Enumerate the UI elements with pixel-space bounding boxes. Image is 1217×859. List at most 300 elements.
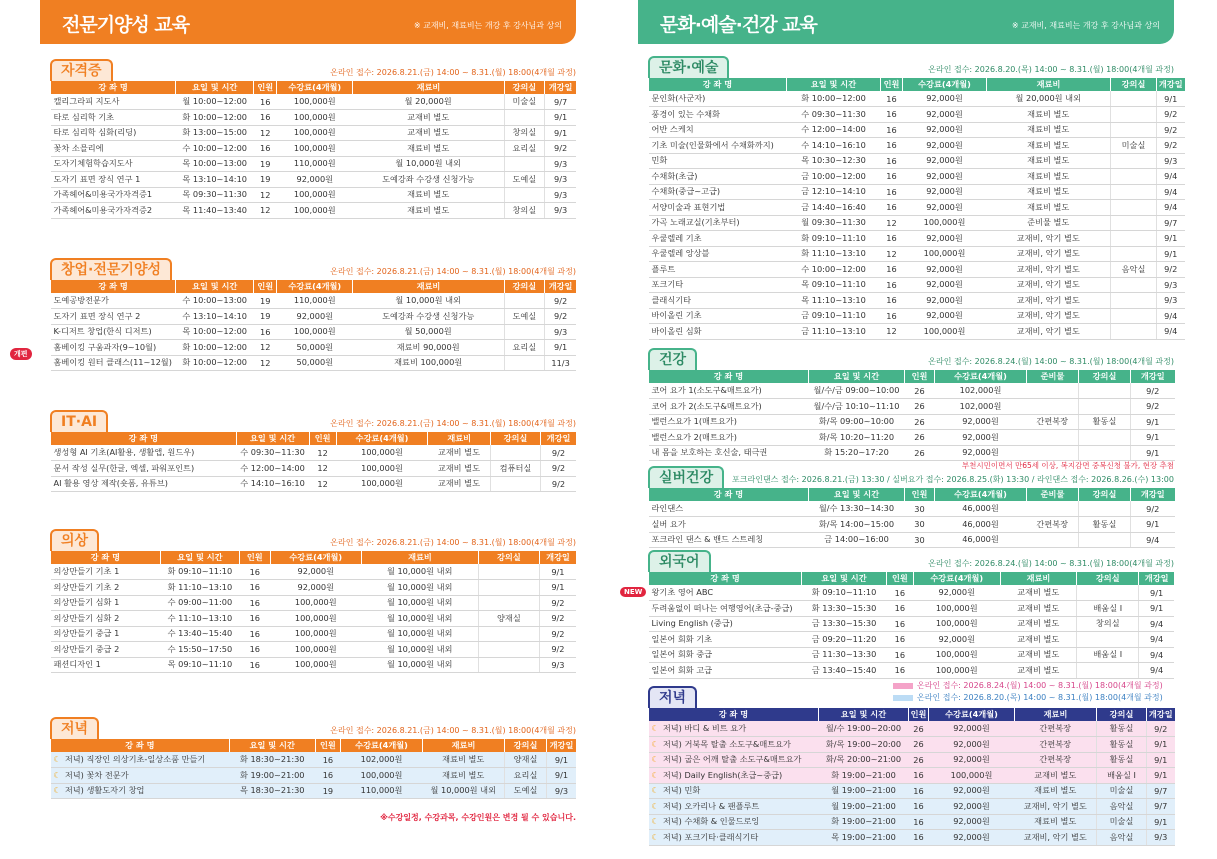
materials: 교재비, 악기 별도 — [987, 246, 1111, 262]
materials: 교재비 별도 — [428, 445, 491, 461]
column-header: 수강료(4개월) — [277, 280, 353, 293]
start-date: 9/2 — [545, 141, 576, 157]
tuition: 102,000원 — [935, 399, 1027, 415]
start-date: 9/3 — [539, 657, 576, 673]
start-date: 9/2 — [1131, 383, 1175, 399]
registration-info: 온라인 접수: 2026.8.21.(금) 14:00 ~ 8.31.(월) 18:00(4개월 과정) — [330, 538, 576, 547]
materials: 교재비, 악기 별도 — [987, 262, 1111, 278]
classroom — [1111, 246, 1157, 262]
table-row[interactable] — [51, 783, 577, 799]
course-name-text: 의상만들기 중급 1 — [53, 628, 120, 639]
capacity: 12 — [254, 125, 277, 141]
course-name-text: AI 활용 영상 제작(숏폼, 유튜브) — [53, 478, 168, 489]
table-row[interactable] — [51, 94, 577, 110]
course-name — [51, 110, 176, 126]
schedule: 화 09:10~11:10 — [802, 585, 887, 601]
table-row[interactable] — [51, 476, 577, 492]
course-name-text: 기초 미술(인물화에서 수채화까지) — [651, 139, 774, 150]
materials: 월 10,000원 내외 — [362, 580, 479, 596]
tuition: 92,000원 — [913, 632, 1000, 648]
tuition: 100,000원 — [270, 611, 361, 627]
capacity: 16 — [881, 138, 903, 154]
schedule: 화 15:20~17:20 — [809, 445, 905, 461]
course-name — [51, 355, 176, 371]
column-header: 강의실 — [1079, 488, 1131, 501]
section-tag: 문화·예술 — [648, 56, 729, 78]
schedule: 수 13:10~14:10 — [176, 309, 254, 325]
course-name-text: 홈베이킹 구움과자(9~10월) — [53, 341, 157, 352]
table-row[interactable] — [649, 601, 1175, 617]
classroom: 도예실 — [504, 172, 545, 188]
tuition: 100,000원 — [913, 647, 1000, 663]
capacity: 16 — [881, 277, 903, 293]
tuition: 100,000원 — [903, 324, 987, 340]
section-senior — [648, 466, 1174, 548]
table-row[interactable] — [51, 657, 577, 673]
table-row[interactable] — [649, 663, 1175, 679]
column-header: 수강료(4개월) — [341, 739, 423, 752]
start-date: 9/7 — [1157, 215, 1185, 231]
schedule: 목 13:10~14:10 — [176, 172, 254, 188]
course-name-text: 도예공방전문가 — [53, 295, 109, 305]
classroom: 창의실 — [1077, 616, 1139, 632]
classroom — [504, 110, 545, 126]
tuition: 102,000원 — [935, 383, 1027, 399]
capacity: 19 — [254, 293, 277, 309]
table-row[interactable] — [649, 277, 1185, 293]
moon-icon: ☾ — [53, 754, 61, 764]
column-header: 수강료(4개월) — [903, 78, 987, 91]
table-row[interactable] — [649, 737, 1175, 753]
start-date: 9/4 — [1139, 647, 1174, 663]
table-row[interactable] — [649, 399, 1175, 415]
start-date: 9/2 — [541, 461, 577, 477]
materials: 재료비 별도 — [353, 203, 504, 219]
classroom — [1111, 215, 1157, 231]
materials — [1027, 445, 1079, 461]
section-tag: 실버건강 — [648, 466, 724, 488]
table-row[interactable] — [649, 215, 1185, 231]
course-name-text: 일본어 회화 기초 — [651, 633, 713, 644]
table-header-row — [51, 739, 577, 752]
course-name-text: 캘리그라피 지도사 — [53, 96, 120, 106]
capacity: 16 — [886, 616, 913, 632]
capacity: 16 — [909, 830, 929, 846]
course-name-text: 밸런스요가 1(매트요가) — [651, 416, 737, 427]
section-header — [648, 348, 1174, 370]
capacity: 16 — [240, 580, 270, 596]
tuition: 50,000원 — [277, 340, 353, 356]
legend-blue: 온라인 접수: 2026.8.20.(목) 14:00 ~ 8.31.(월) 18:00(4개월 과정) — [893, 692, 1163, 703]
tuition: 100,000원 — [336, 476, 428, 492]
table-row[interactable] — [649, 324, 1185, 340]
registration-info: 온라인 접수: 2026.8.21.(금) 14:00 ~ 8.31.(월) 18:00(4개월 과정) — [330, 419, 576, 428]
course-name-text: 문서 작성 실무(한글, 엑셀, 파워포인트) — [53, 462, 195, 473]
schedule: 금 14:00~16:00 — [809, 532, 905, 548]
table-row[interactable] — [649, 308, 1185, 324]
course-name — [649, 737, 819, 753]
capacity: 16 — [886, 632, 913, 648]
course-name — [649, 231, 787, 247]
right-banner-title: 문화·예술·건강 교육 — [660, 14, 817, 36]
table-row[interactable] — [649, 814, 1175, 830]
materials: 재료비 별도 — [1015, 814, 1097, 830]
table-row[interactable] — [649, 647, 1175, 663]
table-row[interactable] — [649, 445, 1175, 461]
moon-icon: ☾ — [651, 738, 659, 749]
start-date: 9/2 — [1147, 721, 1175, 737]
classroom — [1111, 200, 1157, 216]
column-header: 준비물 — [1027, 370, 1079, 383]
start-date: 9/2 — [1157, 262, 1185, 278]
course-name-text: 저녁) 포크기타·클래식기타 — [662, 831, 759, 842]
schedule: 수 11:10~13:10 — [160, 611, 239, 627]
column-header: 재료비 — [1000, 572, 1077, 585]
course-name-text: 어반 스케치 — [651, 124, 694, 135]
table-row[interactable] — [649, 383, 1175, 399]
capacity: 16 — [881, 91, 903, 107]
tuition: 92,000원 — [903, 293, 987, 309]
column-header: 개강일 — [547, 739, 576, 752]
start-date: 9/3 — [545, 172, 576, 188]
tuition: 92,000원 — [903, 107, 987, 123]
materials: 간편복장 — [1015, 721, 1097, 737]
course-name-text: 도자기 표면 장식 연구 2 — [53, 310, 141, 321]
table-row[interactable] — [51, 141, 577, 157]
course-name — [649, 830, 819, 846]
course-name-text: 포크기타 — [651, 279, 684, 290]
table-row[interactable] — [649, 830, 1175, 846]
materials: 월 20,000원 내외 — [987, 91, 1111, 107]
start-date: 9/4 — [1157, 200, 1185, 216]
column-header: 강 좌 명 — [51, 551, 161, 564]
capacity: 16 — [240, 626, 270, 642]
section-sewing — [50, 529, 576, 673]
course-table — [50, 81, 576, 219]
section-tag: 의상 — [50, 529, 99, 551]
course-name — [649, 122, 787, 138]
tuition: 100,000원 — [336, 461, 428, 477]
capacity: 16 — [881, 107, 903, 123]
table-row[interactable] — [649, 783, 1175, 799]
materials: 교재비, 악기 별도 — [987, 277, 1111, 293]
course-name — [51, 94, 176, 110]
table-row[interactable] — [649, 231, 1185, 247]
materials: 재료비 별도 — [987, 200, 1111, 216]
tuition: 92,000원 — [929, 783, 1015, 799]
classroom: 활동실 — [1097, 737, 1147, 753]
table-header-row — [649, 78, 1185, 91]
table-row[interactable] — [51, 340, 577, 356]
table-row[interactable] — [649, 293, 1185, 309]
table-row[interactable] — [51, 626, 577, 642]
capacity: 16 — [315, 752, 340, 768]
column-header: 요일 및 시간 — [236, 432, 309, 445]
table-row[interactable] — [649, 153, 1185, 169]
course-name-text: 내 몸을 보호하는 호신술, 태극권 — [651, 447, 768, 458]
start-date: 9/4 — [1157, 324, 1185, 340]
column-header: 강의실 — [490, 432, 540, 445]
start-date: 9/1 — [547, 768, 576, 784]
materials: 교재비, 악기 별도 — [987, 308, 1111, 324]
table-row[interactable] — [51, 203, 577, 219]
capacity: 12 — [881, 215, 903, 231]
capacity: 16 — [254, 324, 277, 340]
materials: 교재비, 악기 별도 — [1015, 799, 1097, 815]
course-name-text: 우쿨렐레 기초 — [651, 232, 702, 243]
classroom: 도예실 — [504, 309, 545, 325]
classroom: 양재실 — [478, 611, 539, 627]
schedule: 화 09:10~11:10 — [787, 231, 881, 247]
table-row[interactable] — [51, 768, 577, 784]
schedule: 화/목 10:20~11:20 — [809, 430, 905, 446]
start-date: 9/2 — [541, 476, 577, 492]
schedule: 화 10:00~12:00 — [176, 355, 254, 371]
table-row[interactable] — [649, 532, 1175, 548]
legend-pink: 온라인 접수: 2026.8.24.(월) 14:00 ~ 8.31.(월) 18:00(4개월 과정) — [893, 680, 1163, 691]
classroom — [1111, 293, 1157, 309]
table-row[interactable] — [51, 611, 577, 627]
course-name-text: 꽃차 소믈리에 — [53, 142, 104, 153]
schedule: 금 12:10~14:10 — [787, 184, 881, 200]
start-date: 9/1 — [1131, 445, 1175, 461]
new-badge: NEW — [620, 587, 646, 597]
moon-icon: ☾ — [53, 769, 61, 780]
classroom — [1111, 231, 1157, 247]
column-header: 인원 — [315, 739, 340, 752]
table-row[interactable] — [649, 517, 1175, 533]
column-header: 개강일 — [545, 81, 576, 94]
course-name-text: 왕기초 영어 ABC — [651, 587, 714, 597]
table-row[interactable] — [649, 616, 1175, 632]
table-row[interactable] — [649, 138, 1185, 154]
table-row[interactable] — [51, 595, 577, 611]
column-header: 준비물 — [1027, 488, 1079, 501]
tuition: 92,000원 — [903, 122, 987, 138]
table-row[interactable] — [649, 799, 1175, 815]
column-header: 강 좌 명 — [649, 78, 787, 91]
materials: 월 10,000원 내외 — [353, 293, 504, 309]
table-row[interactable] — [51, 580, 577, 596]
classroom — [504, 324, 545, 340]
course-name-text: 패션디자인 1 — [53, 659, 101, 670]
course-name-text: 저녁) Daily English(초급~중급) — [662, 769, 783, 780]
column-header: 개강일 — [1131, 488, 1175, 501]
schedule: 목 09:10~11:10 — [160, 657, 239, 673]
start-date: 9/2 — [541, 445, 577, 461]
tuition: 92,000원 — [935, 430, 1027, 446]
table-row[interactable] — [51, 172, 577, 188]
table-row[interactable] — [649, 585, 1175, 601]
tuition: 100,000원 — [913, 616, 1000, 632]
classroom — [1111, 122, 1157, 138]
classroom — [1079, 501, 1131, 517]
column-header: 인원 — [881, 78, 903, 91]
section-header — [50, 529, 576, 551]
course-name — [649, 532, 809, 548]
column-header: 재료비 — [423, 739, 505, 752]
capacity: 16 — [881, 169, 903, 185]
classroom — [1079, 430, 1131, 446]
classroom — [490, 476, 540, 492]
table-row[interactable] — [51, 187, 577, 203]
tuition: 92,000원 — [913, 585, 1000, 601]
revised-badge: 개편 — [10, 348, 32, 360]
moon-icon: ☾ — [651, 785, 659, 796]
column-header: 강의실 — [1079, 370, 1131, 383]
course-name-text: 바이올린 기초 — [651, 310, 702, 321]
classroom — [1077, 585, 1139, 601]
schedule: 목 09:30~11:30 — [176, 187, 254, 203]
table-row[interactable] — [649, 169, 1185, 185]
classroom — [1111, 91, 1157, 107]
column-header: 인원 — [254, 280, 277, 293]
column-header: 인원 — [886, 572, 913, 585]
course-name — [649, 752, 819, 768]
table-row[interactable] — [649, 501, 1175, 517]
table-row[interactable] — [51, 309, 577, 325]
course-name-text: 라인댄스 — [651, 503, 684, 513]
table-row[interactable] — [649, 768, 1175, 784]
course-name — [51, 657, 161, 673]
moon-icon: ☾ — [651, 754, 659, 765]
tuition: 100,000원 — [277, 94, 353, 110]
tuition: 100,000원 — [277, 110, 353, 126]
course-name-text: Living English (중급) — [651, 618, 733, 629]
course-table — [648, 78, 1185, 340]
start-date: 9/1 — [1131, 430, 1175, 446]
column-header: 요일 및 시간 — [819, 708, 909, 721]
table-row[interactable] — [649, 632, 1175, 648]
start-date: 9/1 — [1139, 601, 1174, 617]
materials: 도예강좌 수강생 신청가능 — [353, 309, 504, 325]
materials: 교재비 별도 — [353, 110, 504, 126]
column-header: 강의실 — [1097, 708, 1147, 721]
section-startup — [50, 258, 576, 371]
table-row[interactable] — [649, 200, 1185, 216]
table-row[interactable] — [51, 293, 577, 309]
table-row[interactable] — [51, 355, 577, 371]
capacity: 16 — [909, 768, 929, 784]
course-name — [51, 642, 161, 658]
course-name-text: 포크라인 댄스 & 밴드 스트레칭 — [651, 534, 764, 545]
course-name — [51, 626, 161, 642]
tuition: 102,000원 — [341, 752, 423, 768]
materials: 재료비 별도 — [987, 122, 1111, 138]
table-row[interactable] — [649, 122, 1185, 138]
capacity: 16 — [240, 657, 270, 673]
schedule: 화 11:10~13:10 — [787, 246, 881, 262]
course-name — [649, 153, 787, 169]
capacity: 16 — [315, 768, 340, 784]
table-row[interactable] — [649, 752, 1175, 768]
classroom — [504, 156, 545, 172]
classroom: 창의실 — [504, 125, 545, 141]
table-row[interactable] — [51, 125, 577, 141]
tuition: 92,000원 — [270, 580, 361, 596]
table-row[interactable] — [51, 110, 577, 126]
table-row[interactable] — [649, 721, 1175, 737]
schedule: 금 10:00~12:00 — [787, 169, 881, 185]
column-header: 수강료(4개월) — [277, 81, 353, 94]
capacity: 16 — [240, 564, 270, 580]
section-header — [50, 717, 576, 739]
schedule: 월 09:30~11:30 — [787, 215, 881, 231]
tuition: 92,000원 — [929, 814, 1015, 830]
registration-info: 온라인 접수: 2026.8.21.(금) 14:00 ~ 8.31.(월) 18:00(4개월 과정) — [330, 726, 576, 735]
capacity: 12 — [254, 187, 277, 203]
tuition: 100,000원 — [341, 768, 423, 784]
schedule: 목 10:30~12:30 — [787, 153, 881, 169]
table-row[interactable] — [649, 246, 1185, 262]
column-header: 강 좌 명 — [51, 432, 237, 445]
column-header: 개강일 — [541, 432, 577, 445]
table-row[interactable] — [51, 461, 577, 477]
table-row[interactable] — [51, 564, 577, 580]
tuition: 100,000원 — [270, 657, 361, 673]
classroom: 음악실 — [1097, 830, 1147, 846]
tuition: 92,000원 — [929, 737, 1015, 753]
start-date: 9/1 — [1147, 752, 1175, 768]
classroom: 음악실 — [1111, 262, 1157, 278]
schedule: 화 10:00~12:00 — [787, 91, 881, 107]
column-header: 요일 및 시간 — [176, 280, 254, 293]
materials: 재료비 별도 — [423, 768, 505, 784]
capacity: 16 — [881, 153, 903, 169]
table-row[interactable] — [51, 156, 577, 172]
start-date: 9/4 — [1131, 532, 1175, 548]
classroom — [1111, 277, 1157, 293]
schedule: 화 10:00~12:00 — [176, 110, 254, 126]
course-name-text: 실버 요가 — [651, 518, 686, 529]
capacity: 26 — [905, 383, 935, 399]
classroom: 미술실 — [504, 94, 545, 110]
course-name-text: 가족헤어&미용국가자격증2 — [53, 204, 153, 215]
table-row[interactable] — [649, 91, 1185, 107]
table-row[interactable] — [51, 752, 577, 768]
left-footnote: ※수강일정, 수강과목, 수강인원은 변경 될 수 있습니다. — [380, 813, 576, 822]
course-name — [51, 564, 161, 580]
table-row[interactable] — [649, 262, 1185, 278]
capacity: 26 — [905, 414, 935, 430]
schedule: 수 09:30~11:30 — [787, 107, 881, 123]
classroom: 활동실 — [1097, 752, 1147, 768]
table-row[interactable] — [649, 414, 1175, 430]
column-header: 강 좌 명 — [51, 81, 176, 94]
classroom: 배움실 Ⅰ — [1077, 601, 1139, 617]
column-header: 강의실 — [504, 81, 545, 94]
column-header: 수강료(4개월) — [929, 708, 1015, 721]
table-row[interactable] — [649, 107, 1185, 123]
course-name — [649, 721, 819, 737]
course-name — [649, 814, 819, 830]
start-date: 9/2 — [539, 611, 576, 627]
table-row[interactable] — [51, 324, 577, 340]
materials: 교재비, 악기 별도 — [987, 231, 1111, 247]
table-row[interactable] — [649, 184, 1185, 200]
table-row[interactable] — [649, 430, 1175, 446]
registration-info: 온라인 접수: 2026.8.24.(월) 14:00 ~ 8.31.(월) 18:00(4개월 과정) — [928, 559, 1174, 568]
schedule: 금 09:10~11:10 — [787, 308, 881, 324]
section-tag: 자격증 — [50, 59, 113, 81]
moon-icon: ☾ — [651, 800, 659, 811]
registration-info: 온라인 접수: 2026.8.21.(금) 14:00 ~ 8.31.(월) 18:00(4개월 과정) — [330, 267, 576, 276]
table-row[interactable] — [51, 642, 577, 658]
tuition: 92,000원 — [903, 91, 987, 107]
table-row[interactable] — [51, 445, 577, 461]
right-column — [624, 0, 1183, 843]
materials: 월 50,000원 — [353, 324, 504, 340]
